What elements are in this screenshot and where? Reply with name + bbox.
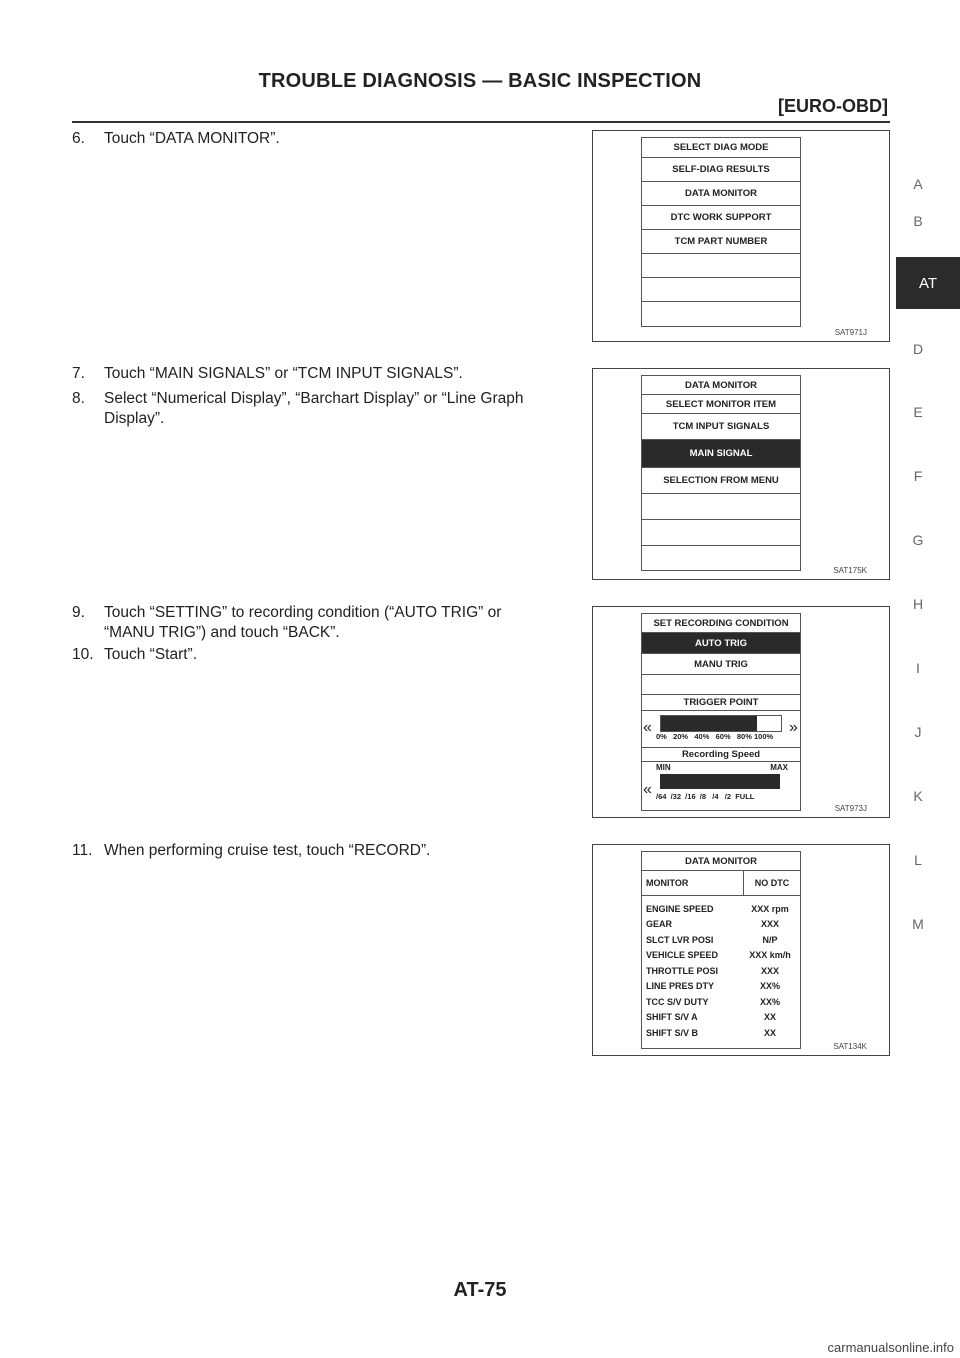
screen-panel (641, 137, 801, 327)
recording-speed-bar (642, 762, 800, 808)
monitor-header-row (642, 871, 800, 896)
monitor-value: XXX (760, 965, 779, 976)
section-tab-a[interactable]: A (913, 176, 923, 192)
menu-item-empty (642, 254, 800, 278)
step-text: Touch “MAIN SIGNALS” or “TCM INPUT SIGNALS”. (104, 365, 463, 382)
menu-item-tcm-input-signals[interactable]: TCM INPUT SIGNALS (642, 414, 800, 440)
monitor-value: N/P (762, 934, 778, 945)
monitor-key: SLCT LVR POSI (646, 934, 714, 945)
section-tab-d[interactable]: D (912, 341, 924, 357)
trigger-point-label: TRIGGER POINT (642, 695, 800, 711)
screen-panel (641, 375, 801, 571)
figure-select-diag-mode (592, 130, 890, 342)
trigger-scale: 0% 20% 40% 60% 80% 100% (656, 732, 774, 741)
monitor-row-shift-sv-a (642, 1010, 800, 1026)
section-tab-h[interactable]: H (912, 596, 924, 612)
section-tab-k[interactable]: K (913, 788, 923, 804)
monitor-row-throttle-posi (642, 963, 800, 979)
step-9 (72, 603, 584, 643)
menu-item-empty (642, 302, 800, 326)
screen-header: SELECT DIAG MODE (642, 138, 800, 158)
step-text-continued: “MANU TRIG”) and touch “BACK”. (104, 624, 340, 641)
figure-code: SAT973J (834, 804, 867, 813)
figure-select-monitor-item (592, 368, 890, 580)
figure-code: SAT971J (834, 328, 867, 337)
section-tab-i[interactable]: I (916, 660, 920, 676)
monitor-value: XXX (760, 919, 779, 930)
blank-row (642, 675, 800, 695)
step-11 (72, 841, 430, 861)
recording-speed-scale: /64 /32 /16 /8 /4 /2 FULL (656, 792, 755, 801)
menu-item-empty (642, 278, 800, 302)
step-number: 6. (72, 130, 85, 147)
screen-header: DATA MONITOR (642, 852, 800, 871)
monitor-value: XX% (759, 981, 780, 992)
monitor-row-tcc-sv-duty (642, 994, 800, 1010)
trigger-point-bar (642, 711, 800, 748)
step-number: 9. (72, 604, 85, 621)
menu-item-main-signal[interactable]: MAIN SIGNAL (642, 440, 800, 468)
step-number: 8. (72, 390, 85, 407)
speed-left-arrow-icon[interactable]: « (643, 781, 652, 798)
section-tab-e[interactable]: E (913, 404, 923, 420)
figure-code: SAT175K (833, 566, 867, 575)
monitor-key: LINE PRES DTY (646, 981, 715, 992)
monitor-value: XX (763, 1012, 776, 1023)
section-tab-j[interactable]: J (914, 724, 922, 740)
monitor-key: GEAR (646, 919, 673, 930)
step-10 (72, 645, 197, 665)
monitor-row-engine-speed (642, 901, 800, 917)
trigger-track[interactable] (660, 715, 782, 732)
menu-item-selection-from-menu[interactable]: SELECTION FROM MENU (642, 468, 800, 494)
monitor-value: XXX km/h (749, 950, 791, 961)
figure-code: SAT134K (833, 1042, 867, 1051)
step-8 (72, 389, 584, 429)
monitor-key: ENGINE SPEED (646, 903, 714, 914)
monitor-value: XX% (759, 996, 780, 1007)
watermark: carmanualsonline.info (827, 1340, 954, 1355)
monitor-row-line-pres-dty (642, 979, 800, 995)
trigger-fill (661, 716, 757, 731)
step-text-continued: Display”. (104, 410, 165, 427)
step-text: Touch “Start”. (104, 646, 198, 663)
manu-trig-button[interactable]: MANU TRIG (642, 654, 800, 675)
no-dtc-label: NO DTC (754, 878, 790, 888)
recording-speed-label: Recording Speed (642, 748, 800, 762)
monitor-key: SHIFT S/V A (646, 1012, 698, 1023)
page-title: TROUBLE DIAGNOSIS — BASIC INSPECTION (258, 70, 702, 92)
monitor-value: XX (763, 1027, 776, 1038)
step-6 (72, 129, 280, 149)
monitor-value: XXX rpm (751, 903, 789, 914)
monitor-label: MONITOR (642, 871, 744, 895)
step-text: When performing cruise test, touch “RECORD”. (104, 842, 431, 859)
trigger-left-arrow-icon[interactable]: « (643, 719, 652, 736)
step-text: Touch “SETTING” to recording condition (“AUTO TRIG” or (104, 604, 502, 621)
screen-panel (641, 851, 801, 1049)
step-number: 10. (72, 646, 94, 663)
header-divider (72, 121, 890, 123)
monitor-row-slct-lvr-posi (642, 932, 800, 948)
menu-item-data-monitor[interactable]: DATA MONITOR (642, 182, 800, 206)
figure-set-recording-condition (592, 606, 890, 818)
trigger-right-arrow-icon[interactable]: » (789, 719, 798, 736)
monitor-key: VEHICLE SPEED (646, 950, 719, 961)
section-tab-g[interactable]: G (912, 532, 924, 548)
menu-item-empty (642, 520, 800, 546)
auto-trig-button[interactable]: AUTO TRIG (642, 633, 800, 654)
page-number: AT-75 (453, 1279, 507, 1301)
screen-header: DATA MONITOR (642, 376, 800, 395)
recording-speed-track[interactable] (660, 774, 780, 789)
section-tab-l[interactable]: L (914, 852, 922, 868)
monitor-key: THROTTLE POSI (646, 965, 718, 976)
screen-panel (641, 613, 801, 811)
monitor-row-shift-sv-b (642, 1025, 800, 1041)
monitor-key: SHIFT S/V B (646, 1027, 699, 1038)
step-7 (72, 364, 463, 384)
menu-item-empty (642, 494, 800, 520)
section-tab-b[interactable]: B (913, 213, 923, 229)
step-number: 11. (72, 842, 93, 859)
menu-item-tcm-part-number[interactable]: TCM PART NUMBER (642, 230, 800, 254)
menu-item-self-diag-results[interactable]: SELF-DIAG RESULTS (642, 158, 800, 182)
monitor-list (642, 896, 800, 1041)
page-subtitle: [EURO-OBD] (778, 96, 888, 116)
min-label: MIN (656, 763, 671, 772)
max-label: MAX (770, 763, 788, 772)
screen-header: SET RECORDING CONDITION (642, 614, 800, 633)
monitor-key: TCC S/V DUTY (646, 996, 709, 1007)
screen-subheader: SELECT MONITOR ITEM (642, 395, 800, 414)
monitor-row-vehicle-speed (642, 948, 800, 964)
step-number: 7. (72, 365, 85, 382)
step-text: Select “Numerical Display”, “Barchart Display” or “Line Graph (104, 390, 524, 407)
section-tab-m[interactable]: M (912, 916, 924, 932)
section-tab-at[interactable]: AT (896, 257, 960, 309)
menu-item-empty (642, 546, 800, 570)
monitor-row-gear (642, 917, 800, 933)
figure-data-monitor (592, 844, 890, 1056)
step-text: Touch “DATA MONITOR”. (104, 130, 280, 147)
menu-item-dtc-work-support[interactable]: DTC WORK SUPPORT (642, 206, 800, 230)
section-tab-f[interactable]: F (913, 468, 923, 484)
